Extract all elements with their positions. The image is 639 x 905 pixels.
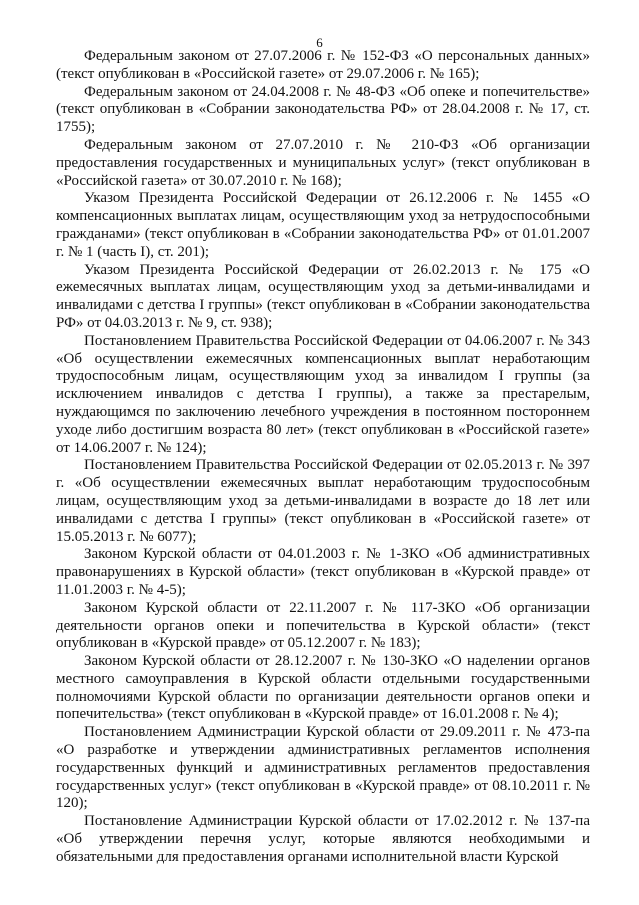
page-number: 6 xyxy=(316,35,323,50)
paragraph-kursk-law-130-zko: Законом Курской области от 28.12.2007 г. № 130-ЗКО «О наделении органов местного самоуправления в Курской области отдельными государственными полномочиями Курской области по организации деятельности органов опеки и попечительства» (текст опубликован в «Курской правде» от 16.01.2008 г. № 4); xyxy=(56,653,590,723)
document-body xyxy=(56,48,590,867)
paragraph-law-152-fz: Федеральным законом от 27.07.2006 г. № 152-ФЗ «О персональных данных» (текст опубликован в «Российской газете» от 29.07.2006 г. № 165); xyxy=(56,48,590,82)
paragraph-resolution-397: Постановлением Правительства Российской Федерации от 02.05.2013 г. № 397 г. «Об осуществлении ежемесячных выплат неработающим трудоспособным лицам, осуществляющим уход за детьми-инвалидами в возрасте до 18 лет или инвалидами с детства I группы» (текст опубликован в «Российской газете» от 15.05.2013 г. № 6077); xyxy=(56,457,590,545)
paragraph-law-48-fz: Федеральным законом от 24.04.2008 г. № 48-ФЗ «Об опеке и попечительстве» (текст опубликован в «Собрании законодательства РФ» от 28.04.2008 г. № 17, ст. 1755); xyxy=(56,83,590,136)
paragraph-decree-175: Указом Президента Российской Федерации от 26.02.2013 г. № 175 «О ежемесячных выплатах лицам, осуществляющим уход за детьми-инвалидами и инвалидами с детства I группы» (текст опубликован в «Собрании законодательства РФ» от 04.03.2013 г. № 9, ст. 938); xyxy=(56,261,590,331)
paragraph-kursk-law-117-zko: Законом Курской области от 22.11.2007 г. № 117-ЗКО «Об организации деятельности органов опеки и попечительства в Курской области» (текст опубликован в «Курской правде» от 05.12.2007 г. № 183); xyxy=(56,599,590,652)
paragraph-kursk-resolution-137-pa: Постановление Администрации Курской области от 17.02.2012 г. № 137-па «Об утверждении перечня услуг, которые являются необходимыми и обязательными для предоставления органами исполнительной власти Курской xyxy=(56,813,590,865)
paragraph-law-210-fz: Федеральным законом от 27.07.2010 г. № 210-ФЗ «Об организации предоставления государственных и муниципальных услуг» (текст опубликован в «Российской газета» от 30.07.2010 г. № 168); xyxy=(56,136,590,189)
paragraph-kursk-resolution-473-pa: Постановлением Администрации Курской области от 29.09.2011 г. № 473-па «О разработке и утверждении административных регламентов исполнения государственных функций и административных регламентов предоставления государственных услуг» (текст опубликован в «Курской правде» от 08.10.2011 г. № 120); xyxy=(56,724,590,812)
paragraph-decree-1455: Указом Президента Российской Федерации от 26.12.2006 г. № 1455 «О компенсационных выплатах лицам, осуществляющим уход за нетрудоспособными гражданами» (текст опубликован в «Собрании законодательства РФ» от 01.01.2007 г. № 1 (часть I), ст. 201); xyxy=(56,190,590,260)
paragraph-resolution-343: Постановлением Правительства Российской Федерации от 04.06.2007 г. № 343 «Об осуществлении ежемесячных компенсационных выплат неработающим трудоспособным лицам, осуществляющим уход за инвалидом I группы (за исключением инвалидов с детства I группы), а также за престарелым, нуждающимся по заключению лечебного учреждения в постоянном постороннем уходе либо достигшим возраста 80 лет» (текст опубликован в «Российской газете» от 14.06.2007 г. № 124); xyxy=(56,332,590,456)
paragraph-kursk-law-1-zko: Законом Курской области от 04.01.2003 г. № 1-ЗКО «Об административных правонарушениях в Курской области» (текст опубликован в «Курской правде» от 11.01.2003 г. № 4-5); xyxy=(56,546,590,598)
